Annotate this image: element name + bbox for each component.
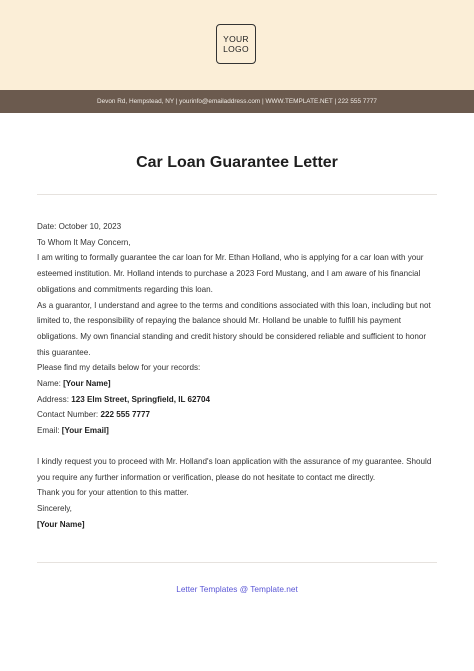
divider-bottom xyxy=(37,562,437,563)
detail-name-value: [Your Name] xyxy=(63,379,111,389)
footer-link[interactable]: Letter Templates @ Template.net xyxy=(176,584,298,594)
spacer xyxy=(37,439,437,454)
letter-body xyxy=(37,219,437,532)
logo-placeholder xyxy=(216,24,256,64)
detail-address-value: 123 Elm Street, Springfield, IL 62704 xyxy=(71,394,211,404)
logo-line-1: YOUR xyxy=(223,34,249,44)
closing-line: Sincerely, xyxy=(37,503,72,513)
detail-name xyxy=(37,376,437,392)
detail-contact xyxy=(37,407,437,423)
contact-bar xyxy=(0,90,474,113)
detail-name-label: Name: xyxy=(37,379,64,389)
detail-contact-label: Contact Number: xyxy=(37,410,101,420)
signature-name-value: [Your Name] xyxy=(37,519,85,529)
letter-salutation: To Whom It May Concern, xyxy=(37,237,131,247)
detail-email-label: Email: xyxy=(37,426,62,436)
letterhead xyxy=(0,0,474,90)
detail-address-label: Address: xyxy=(37,394,72,404)
contact-line: Devon Rd, Hempstead, NY | yourinfo@emailaddress.com | WWW.TEMPLATE.NET | 222 555 7777 xyxy=(97,98,377,105)
letter-date: Date: October 10, 2023 xyxy=(37,222,122,231)
thanks-line: Thank you for your attention to this matter. xyxy=(37,488,189,498)
divider-top xyxy=(37,194,437,195)
detail-email-value: [Your Email] xyxy=(61,426,109,436)
detail-email xyxy=(37,423,437,439)
paragraph-terms: As a guarantor, I understand and agree to the terms and conditions associated with this loan, including but not limited to, the responsibility of repaying the balance should Mr. Holland be unable to fulfill his payment obligations. My own financial standing and credit history should be considered reliable and sufficient to honor this guarantee. xyxy=(37,300,431,357)
details-intro: Please find my details below for your records: xyxy=(37,363,201,373)
letter-title: Car Loan Guarantee Letter xyxy=(136,154,338,171)
paragraph-request: I kindly request you to proceed with Mr. Holland's loan application with the assurance of my guarantee. Should you require any further information or verification, please do not hesitate to contact me directly. xyxy=(37,456,432,482)
paragraph-guarantee: I am writing to formally guarantee the car loan for Mr. Ethan Holland, who is applying for a car loan with your esteemed institution. Mr. Holland intends to purchase a 2023 Ford Mustang, and I am aware of his financial obligations and commitments regarding this loan. xyxy=(37,253,424,294)
footer xyxy=(0,584,474,594)
logo-line-2: LOGO xyxy=(223,44,249,54)
detail-address xyxy=(37,392,437,408)
detail-contact-value: 222 555 7777 xyxy=(100,410,150,420)
signature-name xyxy=(37,517,437,533)
